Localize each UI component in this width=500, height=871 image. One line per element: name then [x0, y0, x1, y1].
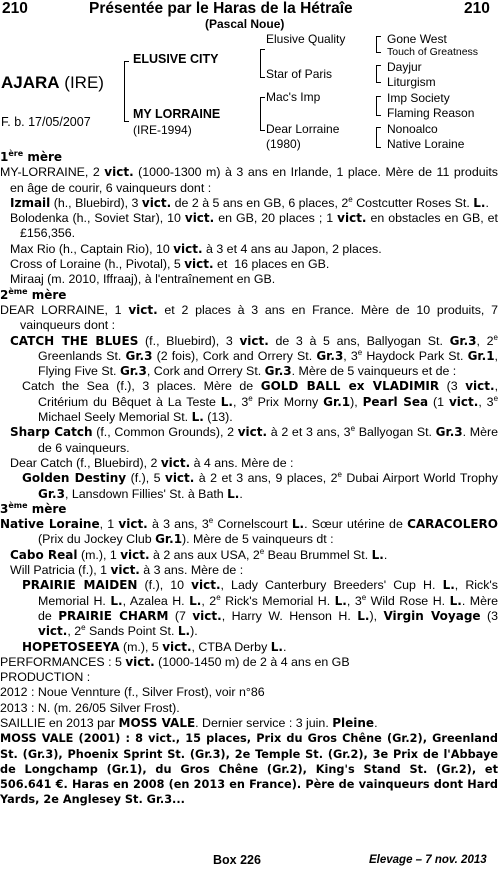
text-paragraph: PRAIRIE MAIDEN (f.), 10 vict., Lady Canterbury Breeders' Cup H. L., Rick's Memorial H. L., Azalea H. L., 2e Rick's Memorial H. L., 3e Wild Rose H. L.. Mère de PRAIRIE CHARM (7 vict., Harry W. Henson H. L.), Virgin Voyage (3 vict., 2e Sands Point St. L.). — [22, 578, 499, 639]
ancestor-gone-west: Gone West — [387, 32, 447, 46]
text-paragraph: SAILLIE en 2013 par MOSS VALE. Dernier service : 3 juin. Pleine. — [0, 715, 378, 730]
sire-name: ELUSIVE CITY — [133, 52, 219, 66]
box-number: Box 226 — [213, 853, 261, 867]
section-heading-3: 3ème mère — [0, 500, 67, 516]
dam-dam-year: (1980) — [266, 137, 301, 151]
dam-dam: Dear Lorraine — [266, 122, 340, 136]
sire-sire: Elusive Quality — [266, 32, 346, 46]
text-paragraph: Miraaj (m. 2010, Iffraaj), à l'entraînement en GB. — [10, 272, 276, 287]
text-paragraph: PRODUCTION : — [0, 670, 91, 685]
pedigree-bracket — [124, 61, 129, 122]
text-paragraph: 2013 : N. (m. 26/05 Silver Frost). — [0, 700, 180, 715]
ancestor-native-loraine: Native Loraine — [387, 137, 465, 151]
ancestor-nonoalco: Nonoalco — [387, 122, 438, 136]
horse-details: F. b. 17/05/2007 — [1, 115, 91, 129]
text-paragraph: Will Patricia (f.), 1 vict. à 3 ans. Mère de : — [10, 563, 244, 578]
pedigree-bracket — [376, 96, 381, 116]
sire-dam: Star of Paris — [266, 67, 333, 81]
text-paragraph: Sharp Catch (f., Common Grounds), 2 vict. à 2 et 3 ans, 3e Ballyogan St. Gr.3. Mère de 6 vainqueurs. — [10, 424, 499, 455]
dam-sire: Mac's Imp — [266, 90, 321, 104]
text-paragraph: Max Rio (h., Captain Rio), 10 vict. à 3 et 4 ans au Japon, 2 places. — [10, 241, 382, 256]
pedigree-bracket — [260, 49, 265, 78]
page-number-right: 210 — [464, 0, 490, 17]
catalogue-body — [0, 150, 498, 808]
source-credit: Elevage – 7 nov. 2013 — [369, 854, 487, 866]
text-paragraph: DEAR LORRAINE, 1 vict. et 2 places à 3 ans en France. Mère de 10 produits, 7 vainqueurs dont : — [0, 302, 498, 333]
page-number-left: 210 — [2, 0, 28, 17]
dam-name: MY LORRAINE — [133, 107, 221, 121]
text-paragraph: Golden Destiny (f.), 5 vict. à 2 et 3 ans, 9 places, 2e Dubai Airport World Trophy Gr.3, Lansdown Fillies' St. à Bath L.. — [22, 470, 498, 501]
ancestor-imp-society: Imp Society — [387, 91, 450, 105]
pedigree-bracket — [376, 36, 381, 53]
text-paragraph: Bolodenka (h., Soviet Star), 10 vict. en GB, 20 places ; 1 vict. en obstacles en GB, et £156,356. — [10, 211, 498, 241]
text-paragraph: PERFORMANCES : 5 vict. (1000-1450 m) de 2 à 4 ans en GB — [0, 654, 350, 669]
ancestor-flaming-reason: Flaming Reason — [387, 106, 475, 120]
horse-name: AJARA (IRE) — [1, 73, 104, 92]
pedigree-bracket — [260, 97, 265, 131]
text-paragraph: CATCH THE BLUES (f., Bluebird), 3 vict. de 3 à 5 ans, Ballyogan St. Gr.3, 2e Greenlands St. Gr.3 (2 fois), Cork and Orrery St. Gr.3, 3e Haydock Park St. Gr.1, Flying Five St. Gr.3, Cork and Orrery St. Gr.3. Mère de 5 vainqueurs et de : — [10, 332, 498, 379]
ancestor-liturgism: Liturgism — [387, 75, 436, 89]
text-paragraph: 2012 : Noue Vennture (f., Silver Frost), voir n°86 — [0, 685, 265, 700]
ancestor-dayjur: Dayjur — [387, 60, 422, 74]
section-heading-1: 1ère mère — [0, 149, 63, 164]
pedigree-bracket — [376, 65, 381, 83]
stallion-note: MOSS VALE (2001) : 8 vict., 15 places, Prix du Gros Chêne (Gr.2), Greenland St. (Gr.3), Phoenix Sprint St. (Gr.3), 2e Temple St. (Gr.2), 3e Prix de l'Abbaye de Longchamp (Gr.1), du Gros Chêne (Gr.2), King's Stand St. (Gr.2), et 506.641 €. Haras en 2008 (en 2013 en France). Père de vainqueurs dont Hard Yards, 2e Anglesey St. Gr.3... — [0, 732, 498, 807]
section-heading-2: 2ème mère — [0, 286, 67, 302]
text-paragraph: Catch the Sea (f.), 3 places. Mère de GOLD BALL ex VLADIMIR (3 vict., Critérium du Bêquet à La Teste L., 3e Prix Morny Gr.1), Pearl Sea (1 vict., 3e Michael Seely Memorial St. L. (13). — [22, 379, 499, 425]
text-paragraph: HOPETOSEEYA (m.), 5 vict., CTBA Derby L.. — [22, 639, 287, 654]
text-paragraph: Cross of Loraine (h., Pivotal), 5 vict. et 16 places en GB. — [10, 257, 330, 272]
page-subtitle: (Pascal Noue) — [205, 17, 285, 31]
text-paragraph: MY-LORRAINE, 2 vict. (1000-1300 m) à 3 ans en Irlande, 1 place. Mère de 11 produits en âge de courir, 6 vainqueurs dont : — [0, 165, 498, 195]
text-paragraph: Dear Catch (f., Bluebird), 2 vict. à 4 ans. Mère de : — [10, 455, 294, 470]
text-paragraph: Izmail (h., Bluebird), 3 vict. de 2 à 5 ans en GB, 6 places, 2e Costcutter Roses St. L.. — [10, 194, 489, 210]
page-title: Présentée par le Haras de la Hétraîe — [89, 0, 353, 17]
ancestor-touch-of-greatness: Touch of Greatness — [387, 46, 479, 58]
pedigree-bracket — [376, 127, 381, 148]
text-paragraph: Cabo Real (m.), 1 vict. à 2 ans aux USA, 2e Beau Brummel St. L.. — [10, 546, 388, 562]
text-paragraph: Native Loraine, 1 vict. à 3 ans, 3e Cornelscourt L.. Sœur utérine de CARACOLERO (Prix du Jockey Club Gr.1). Mère de 5 vainqueurs dt : — [0, 516, 498, 547]
dam-origin: (IRE-1994) — [133, 123, 192, 137]
